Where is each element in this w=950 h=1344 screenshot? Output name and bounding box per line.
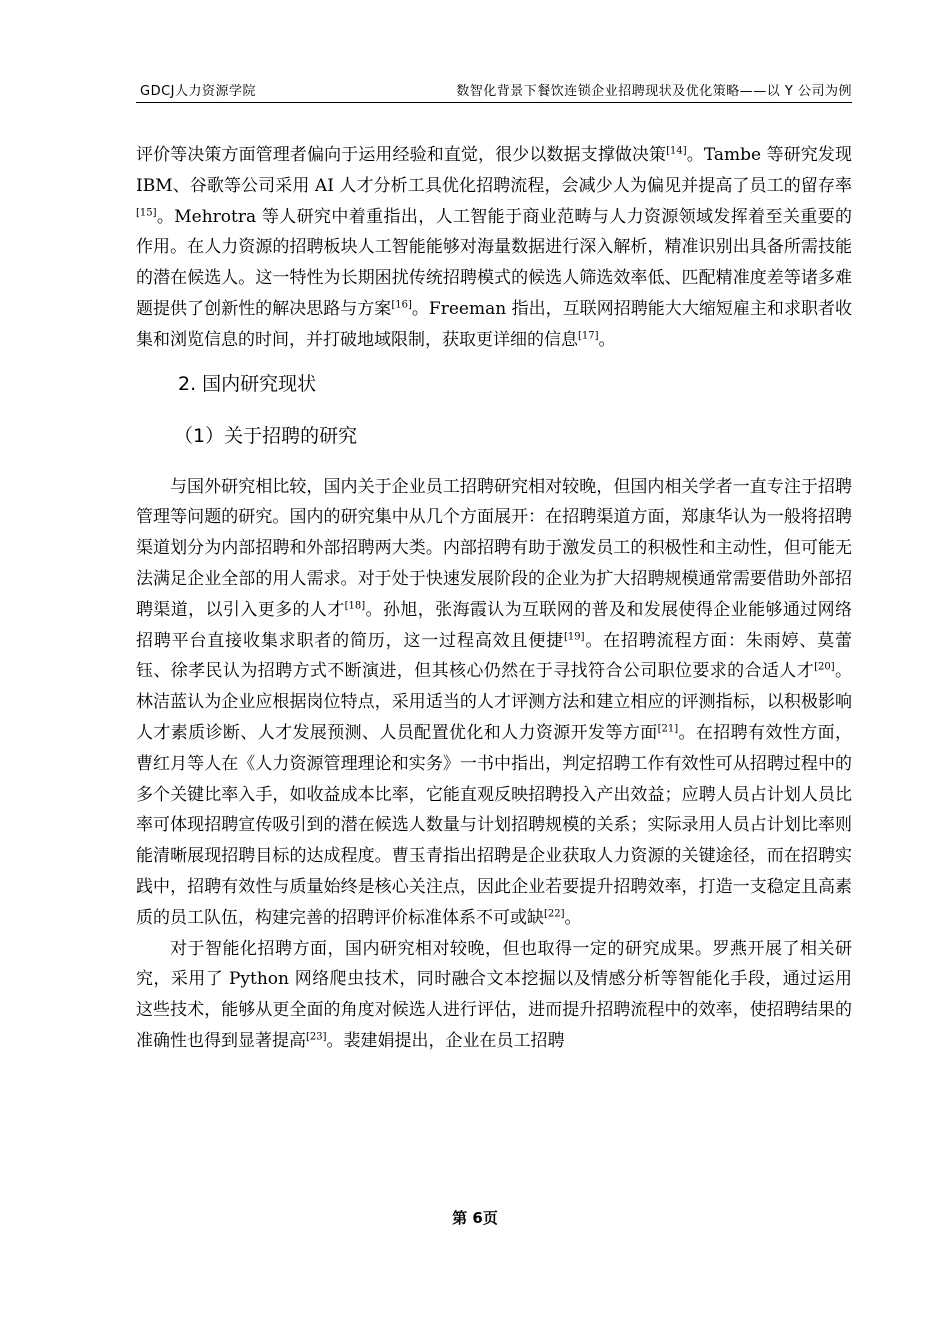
paragraph-domestic-recruitment <box>136 472 852 934</box>
text-run: 对于智能化招聘方面，国内研究相对较晚，但也取得一定的研究成果。罗燕开展了相关研究，采用了 Python 网络爬虫技术，同时融合文本挖掘以及情感分析等智能化手段，通过运用这些技术，能够从更全面的角度对候选人进行评估，进而提升招聘流程中的效率，使招聘结果的准确性也得到显著提高 <box>136 938 852 1051</box>
header-institution: GDCJ人力资源学院 <box>140 84 256 99</box>
section-heading: 2. 国内研究现状 <box>178 372 317 395</box>
paragraph-intelligent-recruitment <box>136 934 852 1057</box>
citation-ref: [21] <box>657 723 679 735</box>
text-run: 与国外研究相比较，国内关于企业员工招聘研究相对较晚，但国内相关学者一直专注于招聘管理等问题的研究。国内的研究集中从几个方面展开：在招聘渠道方面，郑康华认为一般将招聘渠道划分为内部招聘和外部招聘两大类。内部招聘有助于激发员工的积极性和主动性，但可能无法满足企业全部的用人需求。对于处于快速发展阶段的企业为扩大招聘规模通常需要借助外部招聘渠道，以引入更多的人才 <box>136 476 852 620</box>
text-run: 。Freeman 指出，互联网招聘能大大缩短雇主和求职者收集和浏览信息的时间，并打破地域限制，获取更详细的信息 <box>136 298 853 350</box>
citation-ref: [14] <box>666 145 687 157</box>
citation-ref: [18] <box>344 600 366 612</box>
citation-ref: [22] <box>544 908 565 920</box>
page-number: 第 6页 <box>452 1209 498 1227</box>
text-run: 评价等决策方面管理者偏向于运用经验和直觉，很少以数据支撑做决策 <box>136 145 667 165</box>
text-run: 。林洁蓝认为企业应根据岗位特点，采用适当的人才评测方法和建立相应的评测指标，以积极影响人才素质诊断、人才发展预测、人员配置优化和人力资源开发等方面 <box>136 661 853 743</box>
text-run: 。在招聘流程方面：朱雨婷、莫蕾钰、徐孝民认为招聘方式不断演进，但其核心仍然在于寻找符合公司职位要求的合适人才 <box>136 630 853 682</box>
text-run: 。 <box>598 329 616 350</box>
citation-ref: [23] <box>306 1031 327 1043</box>
body-text <box>136 140 852 1057</box>
paragraph-foreign-research <box>136 140 852 356</box>
citation-ref: [16] <box>391 299 412 311</box>
text-run: 。Tambe 等研究发现 IBM、谷歌等公司采用 AI 人才分析工具优化招聘流程，会减少人为偏见并提高了员工的留存率 <box>136 145 853 196</box>
text-run: 。孙旭，张海霞认为互联网的普及和发展使得企业能够通过网络招聘平台直接收集求职者的简历，这一过程高效且便捷 <box>136 599 852 651</box>
text-run: 。在招聘有效性方面，曹红月等人在《人力资源管理理论和实务》一书中指出，判定招聘工作有效性可从招聘过程中的多个关键比率入手，如收益成本比率，它能直观反映招聘投入产出效益；应聘人员占计划人员比率可体现招聘宣传吸引到的潜在候选人数量与计划招聘规模的关系；实际录用人员占计划比率则能清晰展现招聘目标的达成程度。曹玉青指出招聘是企业获取人力资源的关键途径，而在招聘实践中，招聘有效性与质量始终是核心关注点，因此企业若要提升招聘效率，打造一支稳定且高素质的员工队伍，构建完善的招聘评价标准体系不可或缺 <box>136 722 853 928</box>
text-run: 。 <box>564 907 582 928</box>
subsection-heading: （1）关于招聘的研究 <box>174 424 358 447</box>
page-header <box>136 78 852 103</box>
text-run: 。裴建娟提出，企业在员工招聘 <box>326 1030 565 1051</box>
citation-ref: [20] <box>814 661 835 673</box>
citation-ref: [17] <box>578 330 599 342</box>
citation-ref: [15] <box>136 207 157 219</box>
header-thesis-title: 数智化背景下餐饮连锁企业招聘现状及优化策略——以 Y 公司为例 <box>456 84 852 99</box>
text-run: 。Mehrotra 等人研究中着重指出，人工智能于商业范畴与人力资源领域发挥着至关重要的作用。在人力资源的招聘板块人工智能能够对海量数据进行深入解析，精准识别出具备所需技能的潜在候选人。这一特性为长期困扰传统招聘模式的候选人筛选效率低、匹配精准度差等诸多难题提供了创新性的解决思路与方案 <box>136 206 852 319</box>
citation-ref: [19] <box>563 631 585 643</box>
